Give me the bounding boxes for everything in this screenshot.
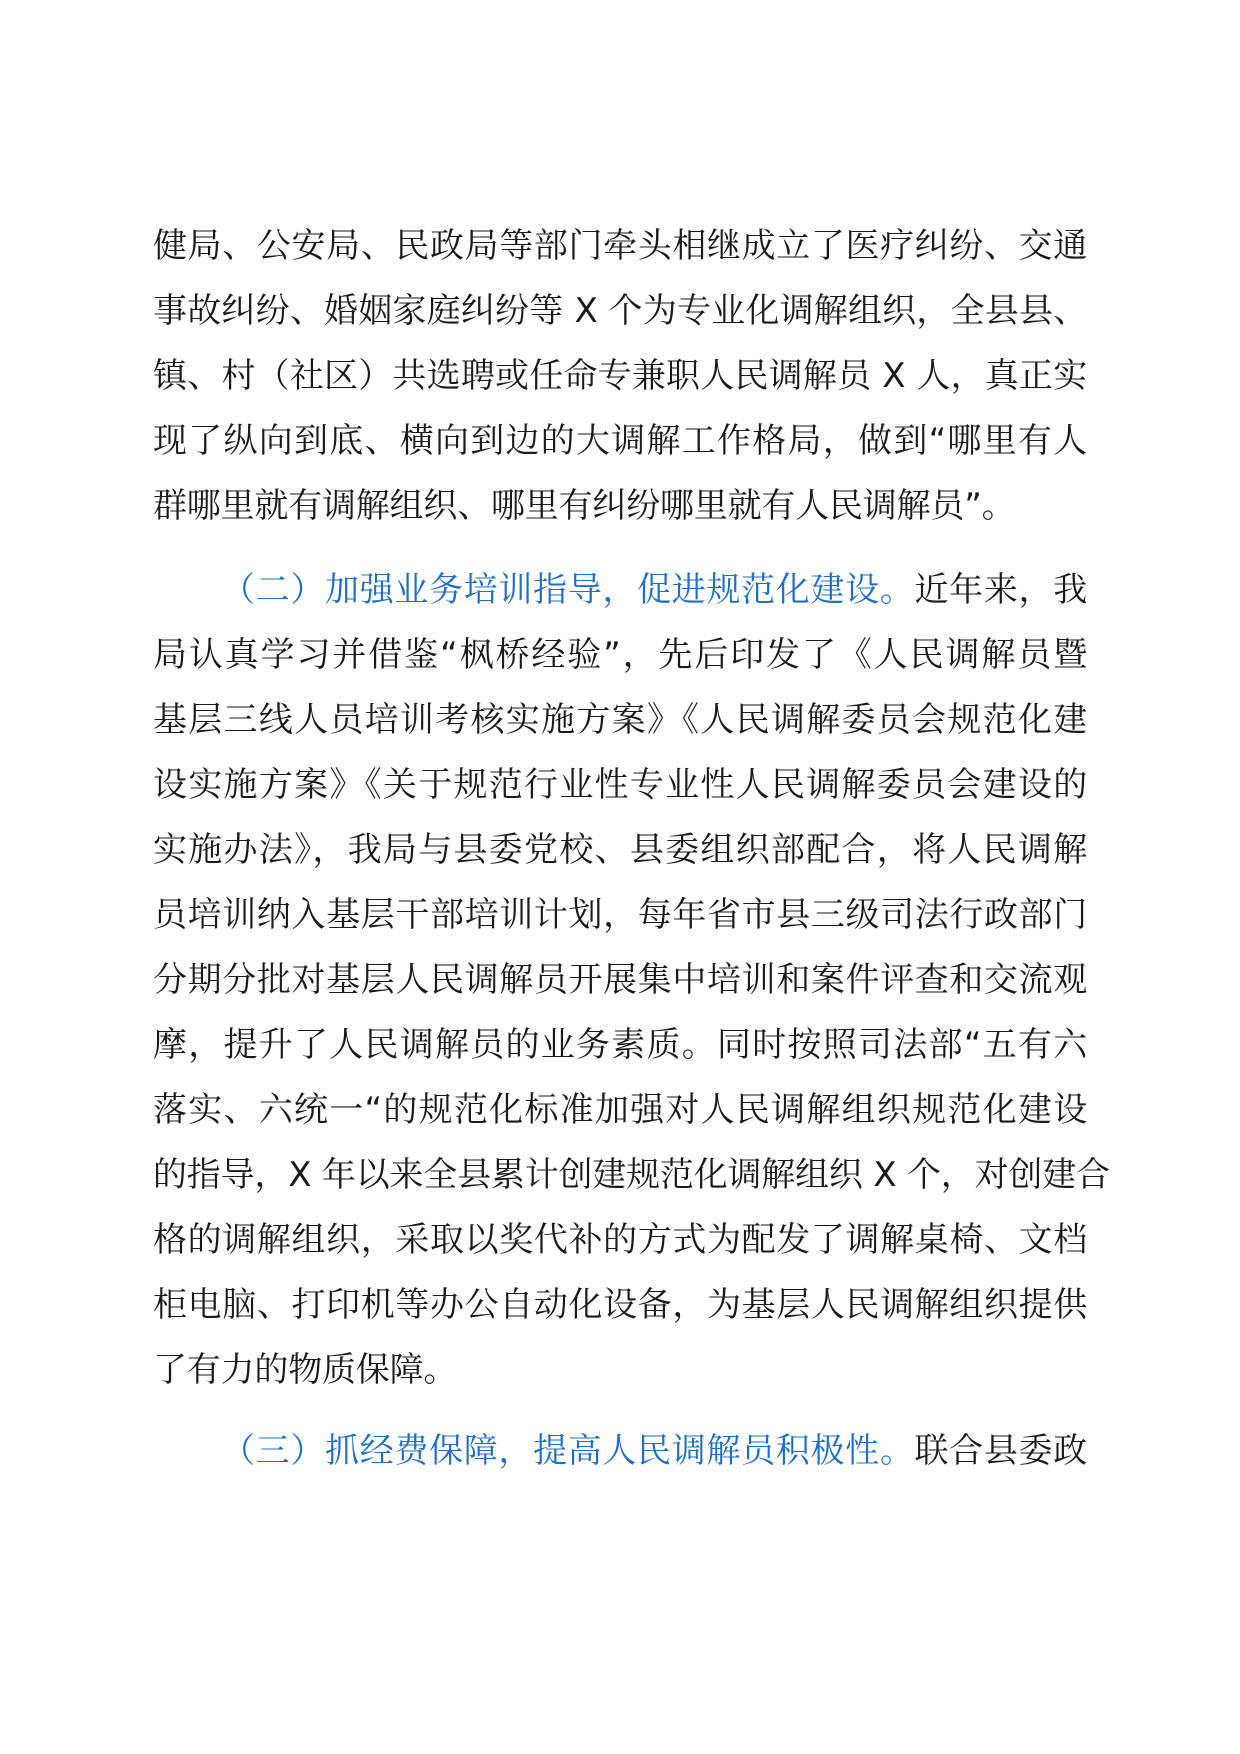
paragraph-1-line: 群哪里就有调解组织、哪里有纠纷哪里就有人民调解员”。 bbox=[153, 486, 1016, 526]
paragraph-3-first-line bbox=[153, 1419, 1087, 1484]
paragraph-2-line: 了有力的物质保障。 bbox=[153, 1350, 458, 1390]
paragraph-2-line: 分期分批对基层人民调解员开展集中培训和案件评查和交流观 bbox=[153, 960, 1087, 1000]
paragraph-2-line: 实施办法》，我局与县委党校、县委组织部配合，将人民调解 bbox=[153, 830, 1087, 870]
paragraph-2-line: 的指导，X 年以来全县累计创建规范化调解组织 X 个，对创建合 bbox=[153, 1155, 1110, 1195]
paragraph-1 bbox=[153, 214, 1087, 539]
paragraph-2-first-line-text: 近年来，我 bbox=[914, 570, 1087, 610]
paragraph-2-line: 柜电脑、打印机等办公自动化设备，为基层人民调解组织提供 bbox=[153, 1285, 1087, 1325]
paragraph-1-line: 健局、公安局、民政局等部门牵头相继成立了医疗纠纷、交通 bbox=[153, 226, 1087, 266]
section-heading-2: （二）加强业务培训指导，促进规范化建设。 bbox=[221, 570, 915, 610]
paragraph-2-line: 落实、六统一“的规范化标准加强对人民调解组织规范化建设 bbox=[153, 1090, 1087, 1130]
paragraph-2-line: 员培训纳入基层干部培训计划，每年省市县三级司法行政部门 bbox=[153, 895, 1087, 935]
paragraph-3-first-line-text: 联合县委政 bbox=[914, 1431, 1087, 1471]
paragraph-1-line: 事故纠纷、婚姻家庭纠纷等 X 个为专业化调解组织，全县县、 bbox=[153, 291, 1087, 331]
paragraph-2-line: 格的调解组织，采取以奖代补的方式为配发了调解桌椅、文档 bbox=[153, 1220, 1087, 1260]
paragraph-2 bbox=[153, 558, 1110, 1403]
section-heading-3: （三）抓经费保障，提高人民调解员积极性。 bbox=[221, 1431, 915, 1471]
paragraph-2-line: 基层三线人员培训考核实施方案》《人民调解委员会规范化建 bbox=[153, 700, 1087, 740]
paragraph-1-line: 镇、村（社区）共选聘或任命专兼职人民调解员 X 人，真正实 bbox=[153, 356, 1087, 396]
paragraph-2-line: 摩，提升了人民调解员的业务素质。同时按照司法部“五有六 bbox=[153, 1025, 1087, 1065]
paragraph-1-line: 现了纵向到底、横向到边的大调解工作格局，做到“哪里有人 bbox=[153, 421, 1087, 461]
paragraph-2-line: 局认真学习并借鉴“枫桥经验”，先后印发了《人民调解员暨 bbox=[153, 635, 1087, 675]
paragraph-3 bbox=[153, 1419, 1087, 1484]
paragraph-2-first-line bbox=[153, 558, 1087, 623]
paragraph-2-line: 设实施方案》《关于规范行业性专业性人民调解委员会建设的 bbox=[153, 765, 1087, 805]
